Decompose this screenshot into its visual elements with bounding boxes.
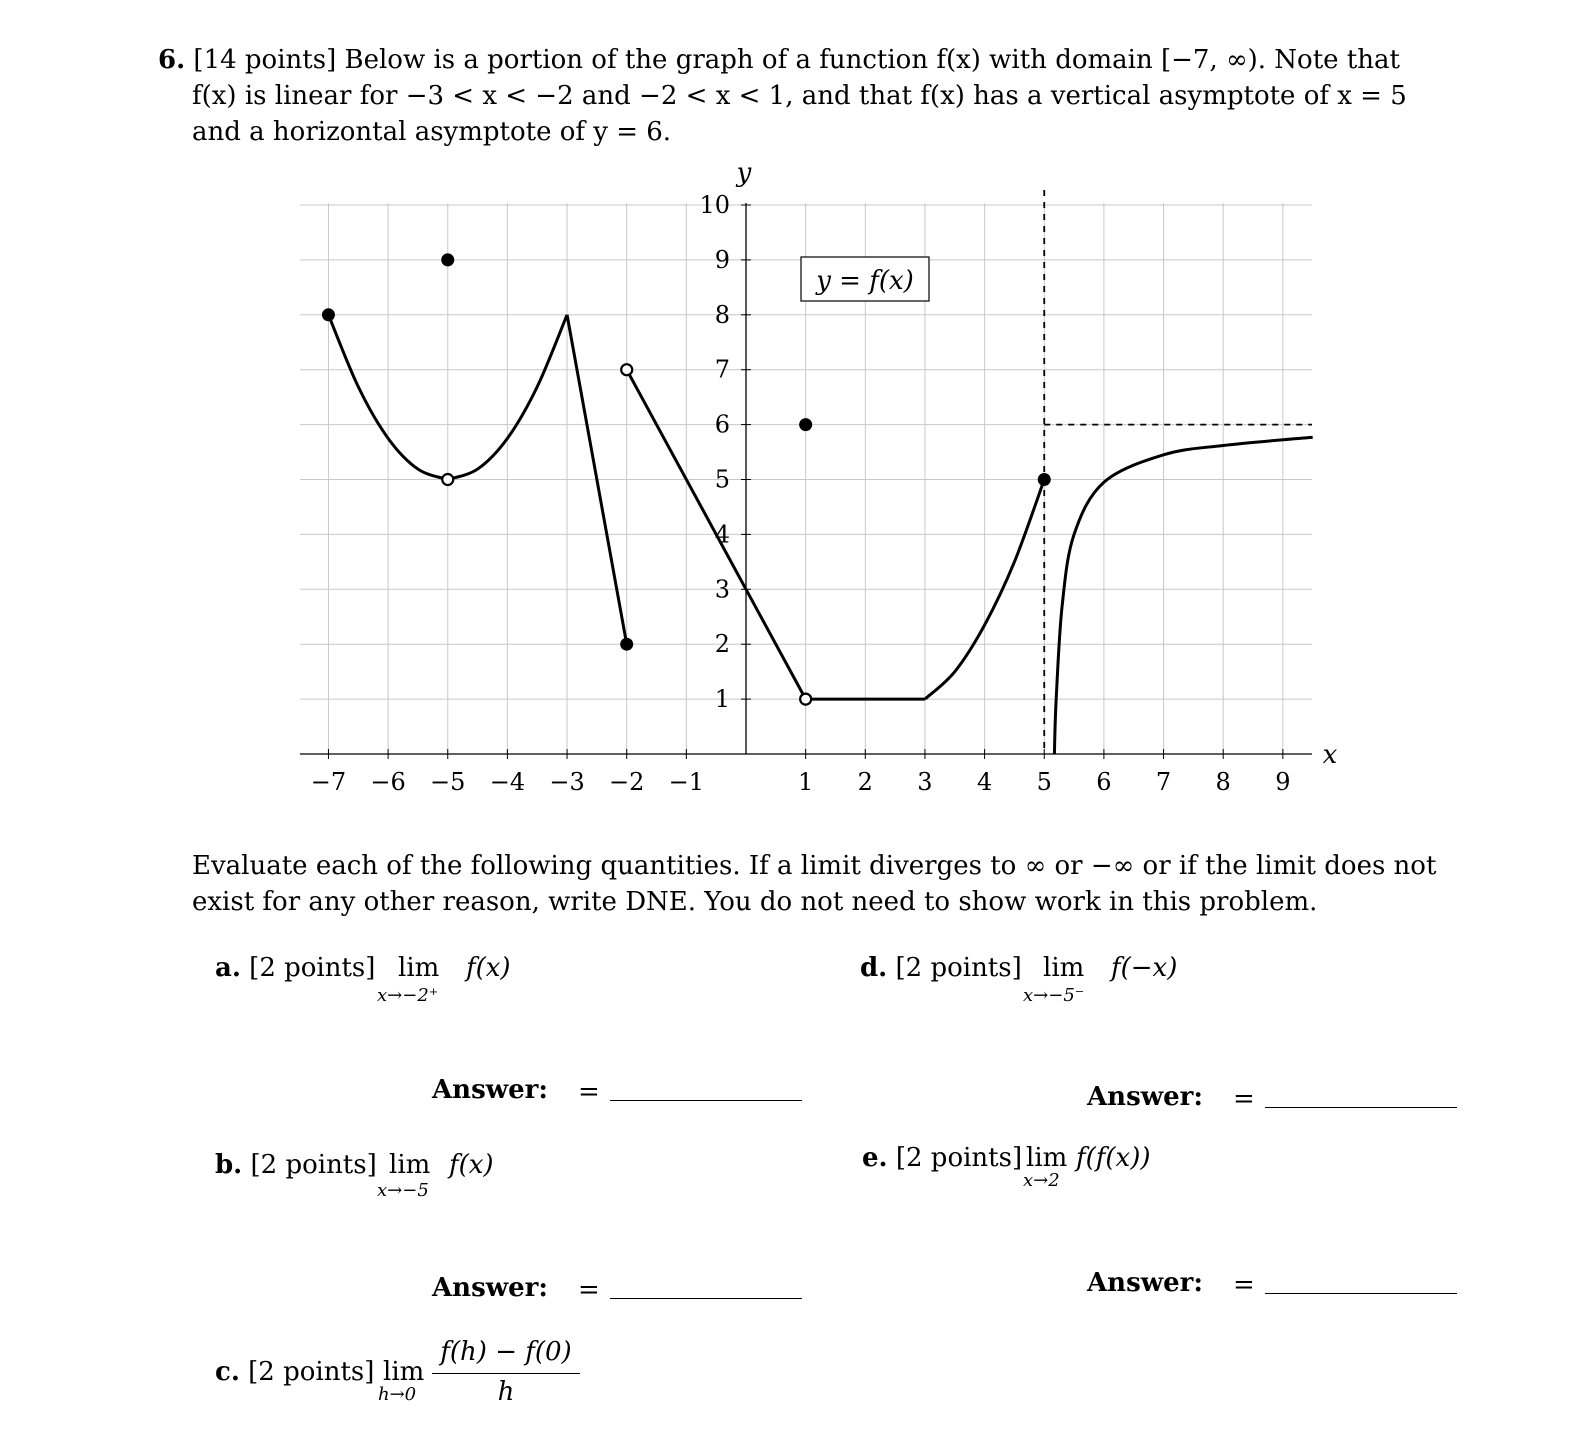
part-a-points: [2 points] xyxy=(249,953,376,983)
part-c-denominator: h xyxy=(497,1377,515,1407)
part-d-equals: = xyxy=(1233,1084,1255,1114)
part-e-answer-line[interactable] xyxy=(1265,1293,1457,1294)
problem-number: 6 xyxy=(158,45,177,75)
x-tick-label: −7 xyxy=(310,768,347,796)
x-tick-label: 2 xyxy=(857,768,873,796)
x-tick-label: 1 xyxy=(798,768,814,796)
problem-text-line1: Below is a portion of the graph of a function f(x) with domain [−7, ∞). Note that xyxy=(344,45,1400,75)
part-e-label: e. xyxy=(862,1143,888,1173)
instructions-line2-end: . You do not need to show work in this problem. xyxy=(687,887,1318,917)
asymptotes xyxy=(1044,190,1312,754)
x-tick-label: −4 xyxy=(489,768,526,796)
filled-point xyxy=(620,638,633,651)
part-a-answer-label: Answer: xyxy=(432,1075,548,1105)
part-c-lim: lim xyxy=(383,1357,425,1387)
instructions-line2-start: exist for any other reason, write xyxy=(192,887,617,917)
curve-right-branch xyxy=(1054,437,1312,754)
part-d-expr: f(−x) xyxy=(1111,953,1178,983)
x-tick-label: 8 xyxy=(1215,768,1231,796)
y-tick-label: 2 xyxy=(714,630,730,659)
part-e-heading xyxy=(862,1143,1022,1173)
instructions-line2 xyxy=(192,884,1317,920)
part-c-numerator: f(h) − f(0) xyxy=(440,1337,572,1367)
y-tick-label: 7 xyxy=(714,355,730,384)
problem-text-line2: f(x) is linear for −3 < x < −2 and −2 < x < 1, and that f(x) has a vertical asymptote of x = 5 xyxy=(192,81,1407,111)
part-c-fraction-bar xyxy=(432,1373,580,1374)
part-a-heading xyxy=(215,953,375,983)
part-b-answer-label: Answer: xyxy=(432,1273,548,1303)
x-tick-label: 6 xyxy=(1096,768,1112,796)
dne-text: DNE xyxy=(625,887,688,917)
x-tick-label: 3 xyxy=(917,768,933,796)
x-tick-label: −1 xyxy=(668,768,705,796)
part-d-label: d. xyxy=(860,953,888,983)
part-c-label: c. xyxy=(215,1357,240,1387)
part-c-lim-sub: h→0 xyxy=(378,1384,417,1405)
part-e-answer-label: Answer: xyxy=(1087,1268,1203,1298)
part-a-lim: lim xyxy=(398,953,440,983)
part-e-points: [2 points] xyxy=(895,1143,1023,1173)
part-d-answer-label: Answer: xyxy=(1087,1082,1203,1112)
part-c-points: [2 points] xyxy=(248,1357,375,1387)
part-b-lim: lim xyxy=(389,1150,431,1180)
part-b-answer-line[interactable] xyxy=(610,1298,802,1299)
x-axis-label: x xyxy=(1322,740,1338,770)
function-graph xyxy=(0,150,1571,810)
x-tick-label: −6 xyxy=(370,768,406,796)
legend-box xyxy=(801,257,929,301)
open-point xyxy=(800,694,811,705)
part-b-equals: = xyxy=(578,1275,600,1305)
part-a-lim-sub: x→−2⁺ xyxy=(377,985,439,1006)
legend-label: y = f(x) xyxy=(816,266,914,296)
x-tick-label: 5 xyxy=(1036,768,1052,796)
part-b-lim-sub: x→−5 xyxy=(377,1180,429,1201)
part-e-lim-sub: x→2 xyxy=(1023,1170,1060,1191)
part-b-label: b. xyxy=(215,1150,243,1180)
y-axis-label: y xyxy=(736,158,752,188)
part-d-lim: lim xyxy=(1043,953,1085,983)
y-tick-label: 3 xyxy=(714,575,730,604)
y-tick-label: 1 xyxy=(714,685,730,714)
part-e-lim: lim xyxy=(1026,1143,1068,1173)
part-d-heading xyxy=(860,953,1022,983)
part-b-heading xyxy=(215,1150,377,1180)
x-tick-label: 4 xyxy=(976,768,993,796)
y-tick-label: 4 xyxy=(714,520,730,549)
x-tick-label: 9 xyxy=(1275,768,1291,796)
problem-text-line3: and a horizontal asymptote of y = 6. xyxy=(192,117,672,147)
part-d-lim-sub: x→−5⁻ xyxy=(1023,985,1085,1006)
part-d-answer-line[interactable] xyxy=(1265,1107,1457,1108)
filled-point xyxy=(441,253,454,266)
part-b-points: [2 points] xyxy=(250,1150,377,1180)
problem-points: [14 points] xyxy=(193,45,337,75)
part-a-label: a. xyxy=(215,953,241,983)
x-tick-label: −2 xyxy=(609,768,645,796)
part-d-points: [2 points] xyxy=(895,953,1022,983)
y-tick-label: 6 xyxy=(714,410,730,439)
filled-point xyxy=(1038,473,1051,486)
filled-point xyxy=(799,418,812,431)
x-tick-label: −3 xyxy=(549,768,585,796)
part-e-equals: = xyxy=(1233,1270,1255,1300)
x-tick-label: −5 xyxy=(430,768,466,796)
y-tick-label: 10 xyxy=(699,191,730,219)
y-tick-label: 9 xyxy=(714,245,730,274)
open-point xyxy=(621,364,632,375)
y-tick-label: 8 xyxy=(714,300,730,329)
part-c-heading xyxy=(215,1357,374,1387)
y-tick-label: 5 xyxy=(714,465,730,494)
part-e-expr: f(f(x)) xyxy=(1076,1143,1151,1173)
part-b-expr: f(x) xyxy=(449,1150,494,1180)
open-point xyxy=(442,474,453,485)
part-a-equals: = xyxy=(578,1077,600,1107)
filled-point xyxy=(322,308,335,321)
problem-statement-line1: 6. [14 points] Below is a portion of the graph of a function f(x) with domain [−7, ∞). Note that xyxy=(158,45,1400,75)
instructions-line1: Evaluate each of the following quantities. If a limit diverges to ∞ or −∞ or if the limit does not xyxy=(192,851,1437,881)
part-a-answer-line[interactable] xyxy=(610,1100,802,1101)
part-a-expr: f(x) xyxy=(466,953,511,983)
x-tick-label: 7 xyxy=(1155,768,1172,796)
